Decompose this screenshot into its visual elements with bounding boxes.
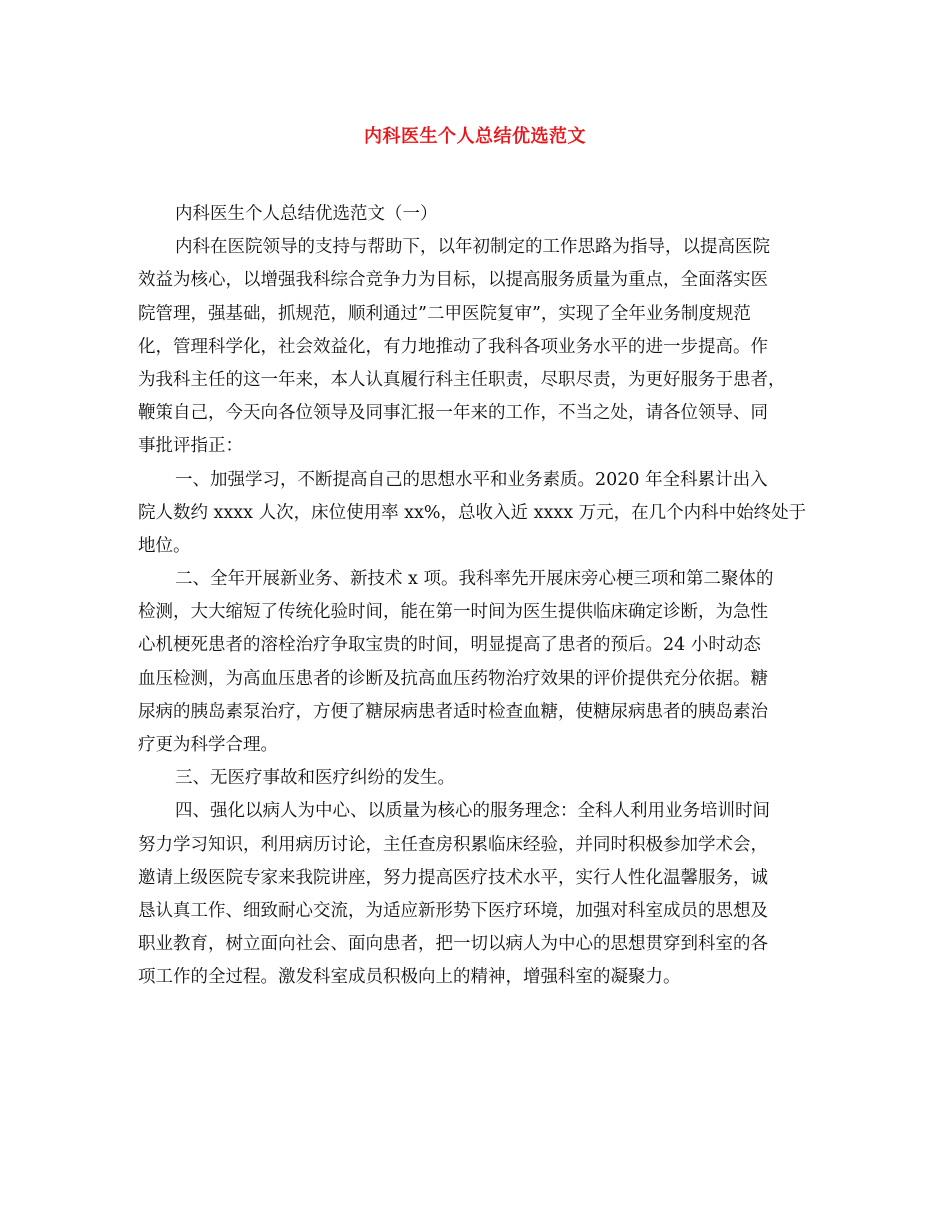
paragraph-line: 事批评指正： [138,436,243,457]
paragraph-line: 邀请上级医院专家来我院讲座，努力提高医疗技术水平，实行人性化温馨服务，诚 [138,867,768,888]
paragraph-line: 二、全年开展新业务、新技术 x 项。我科率先开展床旁心梗三项和第二聚体的 [175,569,774,590]
paragraph-line: 检测，大大缩短了传统化验时间，能在第一时间为医生提供临床确定诊断，为急性 [138,602,768,623]
paragraph-line: 效益为核心，以增强我科综合竞争力为目标，以提高服务质量为重点，全面落实医 [138,270,768,291]
paragraph-line: 血压检测，为高血压患者的诊断及抗高血压药物治疗效果的评价提供充分依据。糖 [138,668,768,689]
paragraph-line: 三、无医疗事故和医疗纠纷的发生。 [175,768,455,789]
paragraph-line: 院人数约 xxxx 人次，床位使用率 xx%，总收入近 xxxx 万元，在几个内科中始终处于 [138,502,807,523]
paragraph-line: 心机梗死患者的溶栓治疗争取宝贵的时间，明显提高了患者的预后。24 小时动态 [138,635,761,656]
paragraph-line: 内科在医院领导的支持与帮助下，以年初制定的工作思路为指导，以提高医院 [175,237,770,258]
paragraph-line: 鞭策自己，今天向各位领导及同事汇报一年来的工作，不当之处，请各位领导、同 [138,403,768,424]
paragraph-line: 职业教育，树立面向社会、面向患者，把一切以病人为中心的思想贯穿到科室的各 [138,934,768,955]
paragraph-line: 尿病的胰岛素泵治疗，方便了糖尿病患者适时检查血糖，使糖尿病患者的胰岛素治 [138,701,768,722]
paragraph-line: 努力学习知识，利用病历讨论，主任查房积累临床经验，并同时积极参加学术会， [138,834,768,855]
paragraph-line: 项工作的全过程。激发科室成员积极向上的精神，增强科室的凝聚力。 [138,967,681,988]
paragraph-line: 为我科主任的这一年来，本人认真履行科主任职责，尽职尽责，为更好服务于患者， [138,369,786,390]
document-title: 内科医生个人总结优选范文 [364,126,586,147]
paragraph-line: 恳认真工作、细致耐心交流，为适应新形势下医疗环境，加强对科室成员的思想及 [138,900,768,921]
paragraph-line: 院管理，强基础，抓规范，顺利通过”二甲医院复审”，实现了全年业务制度规范 [138,303,751,324]
paragraph-line: 一、加强学习，不断提高自己的思想水平和业务素质。2020 年全科累计出入 [175,469,768,490]
paragraph-line: 疗更为科学合理。 [138,735,278,755]
document-body [138,198,818,995]
paragraph-line: 化，管理科学化，社会效益化，有力地推动了我科各项业务水平的进一步提高。作 [138,336,768,357]
section-heading: 内科医生个人总结优选范文（一） [175,204,438,224]
paragraph-line: 地位。 [138,535,191,556]
paragraph-line: 四、强化以病人为中心、以质量为核心的服务理念：全科人利用业务培训时间 [175,801,770,822]
